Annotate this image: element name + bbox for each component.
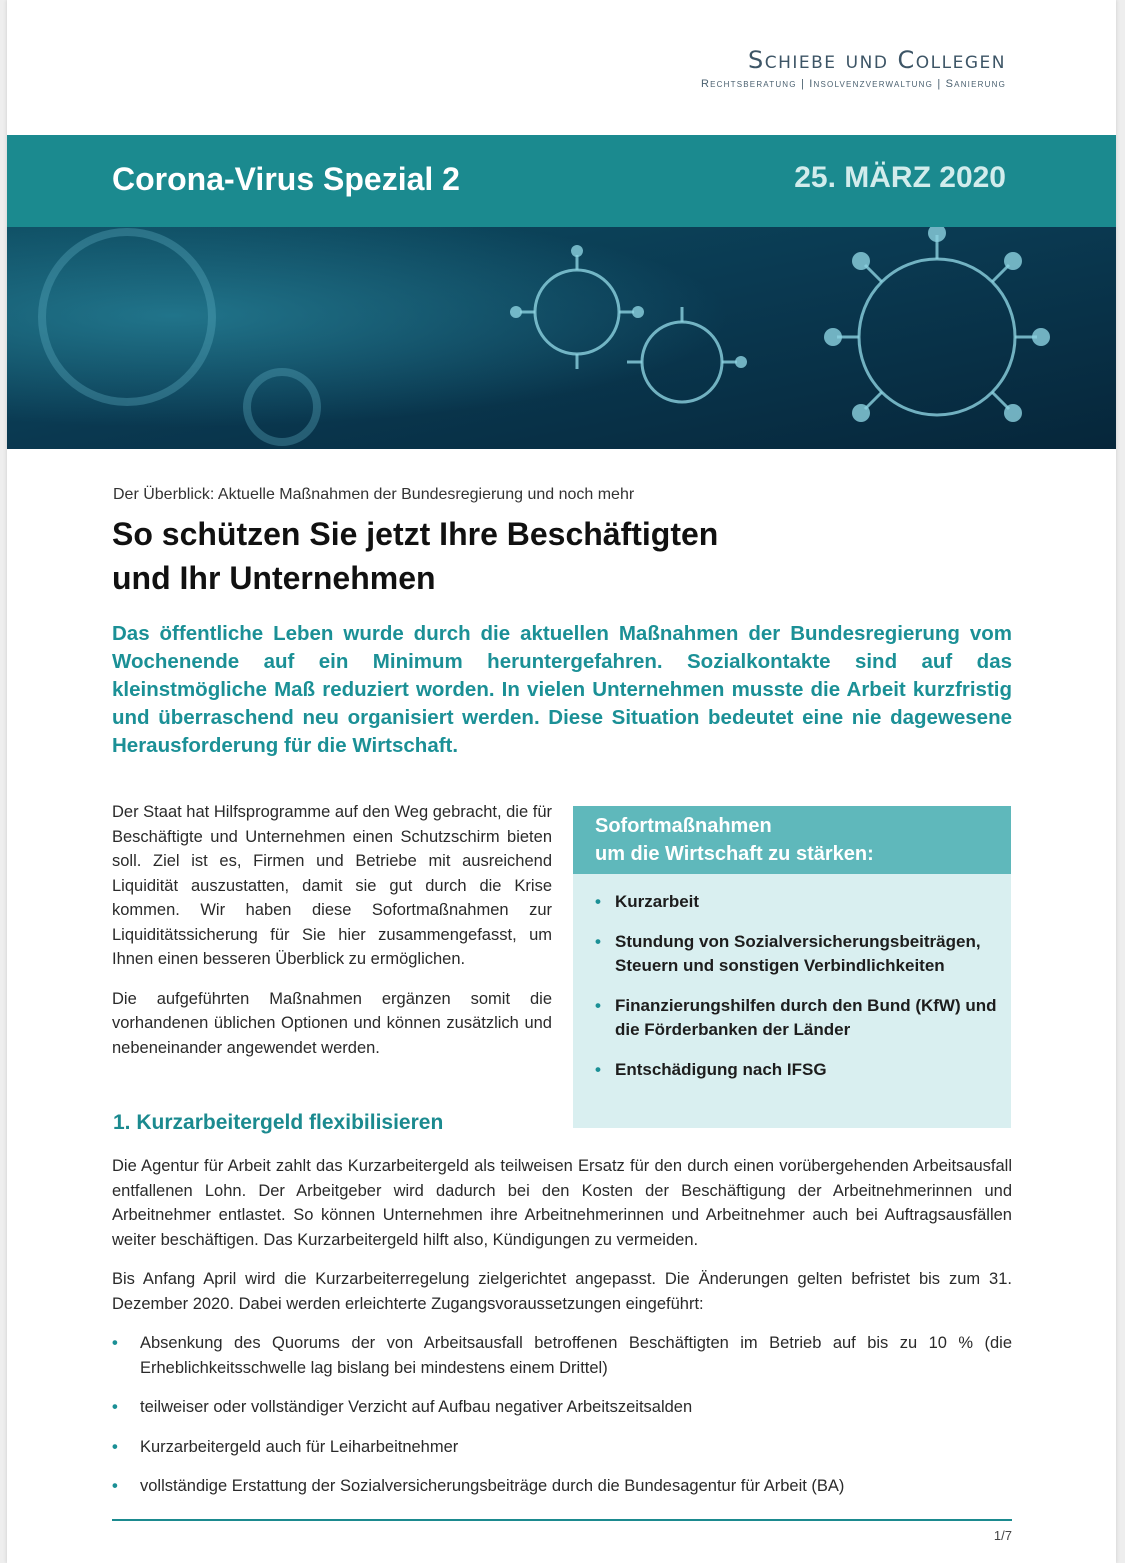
article-lead: Das öffentliche Leben wurde durch die aktuellen Maßnahmen der Bundesregierung vom Wochenende auf ein Minimum heruntergefahren. Sozialkontakte sind auf das kleinstmögliche Maß reduziert worden. In vielen Unternehmen musste die Arbeit kurzfristig und überraschend neu organisiert werden. Diese Situation bedeutet eine nie dagewesene Herausforderung für die Wirtschaft. — [112, 622, 1012, 757]
company-logo — [701, 46, 1006, 90]
article-headline — [112, 512, 1012, 600]
section-body — [112, 1154, 1012, 1514]
list-item-text: Kurzarbeit — [615, 892, 700, 911]
bullet-icon: • — [112, 1398, 118, 1416]
section-heading: 1. Kurzarbeitergeld flexibilisieren — [113, 1111, 444, 1134]
section-paragraph: Bis Anfang April wird die Kurzarbeiterregelung zielgerichtet angepasst. Die Änderungen gelten befristet bis zum 31. Dezember 2020. Dabei werden erleichterte Zugangsvoraussetzungen eingeführt: — [112, 1270, 1012, 1313]
bullet-icon: • — [595, 1060, 601, 1079]
bullet-icon: • — [595, 996, 601, 1015]
headline-line-1: So schützen Sie jetzt Ihre Beschäftigten — [112, 516, 719, 552]
bullet-icon: • — [112, 1334, 118, 1352]
intro-paragraph: Die aufgeführten Maßnahmen ergänzen somit die vorhandenen üblichen Optionen und können zusätzlich und nebeneinander angewendet werden. — [112, 989, 552, 1057]
page-number: 1/7 — [993, 1528, 1012, 1543]
list-item — [112, 1435, 1012, 1460]
list-item — [595, 1058, 1001, 1082]
coronavirus-illustration-icon — [7, 227, 1116, 449]
footer-divider — [112, 1519, 1012, 1521]
article-kicker: Der Überblick: Aktuelle Maßnahmen der Bundesregierung und noch mehr — [113, 486, 635, 503]
list-item — [595, 890, 1001, 914]
bullet-icon: • — [595, 932, 601, 951]
list-item-text: teilweiser oder vollständiger Verzicht auf Aufbau negativer Arbeitszeitsalden — [140, 1398, 693, 1416]
logo-name: Schiebe und Collegen — [747, 46, 1006, 74]
list-item — [112, 1395, 1012, 1420]
list-item — [112, 1474, 1012, 1499]
document-page — [7, 0, 1116, 1563]
list-item-text: Absenkung des Quorums der von Arbeitsausfall betroffenen Beschäftigten im Betrieb auf bis zu 10 % (die Erheblichkeitsschwelle lag bislang bei mindestens einem Drittel) — [140, 1334, 1012, 1377]
hero-image — [7, 227, 1116, 449]
header-title: Corona-Virus Spezial 2 — [112, 161, 460, 197]
bullet-icon: • — [112, 1477, 118, 1495]
intro-paragraph: Der Staat hat Hilfsprogramme auf den Weg gebracht, die für Beschäftigte und Unternehmen einen Schutzschirm bieten soll. Ziel ist es, Firmen und Betriebe mit ausreichend Liquidität auszustatten, damit sie gut durch die Krise kommen. Wir haben diese Sofortmaßnahmen zur Liquiditätssicherung für Sie hier zusammengefasst, um Ihnen einen besseren Überblick zu ermöglichen. — [112, 803, 552, 968]
list-item-text: vollständige Erstattung der Sozialversicherungsbeiträge durch die Bundesagentur für Arbeit (BA) — [140, 1477, 845, 1495]
list-item-text: Finanzierungshilfen durch den Bund (KfW) und die Förderbanken der Länder — [615, 996, 997, 1039]
list-item-text: Kurzarbeitergeld auch für Leiharbeitnehmer — [140, 1437, 459, 1456]
bullet-icon: • — [112, 1437, 118, 1456]
list-item — [595, 994, 1001, 1042]
box-title-line-1: Sofortmaßnahmen — [595, 815, 772, 837]
measures-box-title — [573, 806, 1011, 874]
box-title-line-2: um die Wirtschaft zu stärken: — [595, 843, 874, 865]
requirements-list — [112, 1331, 1012, 1499]
measures-box — [573, 806, 1011, 1128]
measures-list — [573, 874, 1011, 1082]
section-paragraph: Die Agentur für Arbeit zahlt das Kurzarbeitergeld als teilweisen Ersatz für den durch einen vorübergehenden Arbeitsausfall entfallenen Lohn. Der Arbeitgeber wird dadurch bei den Kosten der Beschäftigung der Arbeitnehmerinnen und Arbeitnehmer entlastet. So können Unternehmen ihre Arbeitnehmerinnen und Arbeitnehmer auch bei Auftragsausfällen weiter beschäftigen. Das Kurzarbeitergeld hilft also, Kündigungen zu vermeiden. — [112, 1157, 1012, 1249]
header-date: 25. MÄRZ 2020 — [794, 161, 1006, 194]
list-item-text: Entschädigung nach IFSG — [615, 1060, 827, 1079]
bullet-icon: • — [595, 892, 601, 911]
list-item-text: Stundung von Sozialversicherungsbeiträgen, Steuern und sonstigen Verbindlichkeiten — [615, 932, 981, 975]
list-item — [112, 1331, 1012, 1380]
logo-tagline: Rechtsberatung | Insolvenzverwaltung | Sanierung — [700, 78, 1006, 90]
header-band — [7, 135, 1116, 227]
headline-line-2: und Ihr Unternehmen — [112, 560, 436, 596]
list-item — [595, 930, 1001, 978]
intro-column — [112, 800, 552, 1075]
